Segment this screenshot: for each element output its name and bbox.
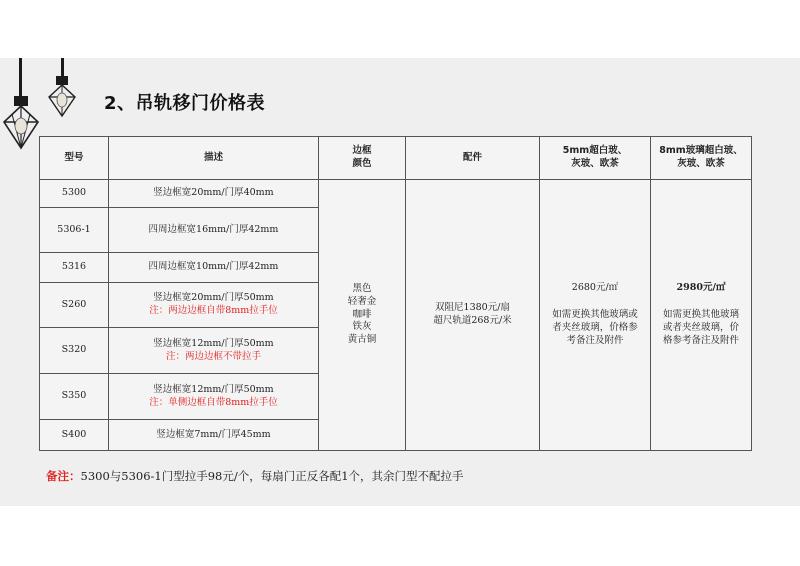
header-glass-5mm — [540, 137, 651, 180]
accessory-cell — [406, 180, 540, 451]
accessory-item: 双阻尼1380元/扇 — [435, 302, 510, 314]
price-5mm-value: 2680元/㎡ — [571, 282, 619, 294]
model-cell: S260 — [40, 283, 109, 328]
price-8mm-cell — [651, 180, 752, 451]
price-table — [39, 136, 752, 451]
table-header-row — [40, 137, 752, 180]
desc-cell — [109, 374, 319, 420]
desc-cell — [109, 328, 319, 374]
color-item: 咖啡 — [352, 308, 372, 320]
desc-cell — [109, 283, 319, 328]
price-8mm-note: 如需更换其他玻璃或者夹丝玻璃，价格参考备注及附件 — [662, 309, 739, 346]
model-cell: S320 — [40, 328, 109, 374]
pendant-lamp-icon — [0, 96, 42, 154]
color-item: 铁灰 — [352, 321, 372, 333]
desc-text: 竖边框宽7mm/门厚45mm — [156, 428, 271, 440]
header-model: 型号 — [40, 137, 109, 180]
price-8mm-value: 2980元/㎡ — [676, 282, 726, 294]
model-cell: 5300 — [40, 180, 109, 208]
footer-text: 5300与5306-1门型拉手98元/个，每扇门正反各配1个，其余门型不配拉手 — [80, 469, 464, 483]
header-glass-8mm-line2: 灰玻、欧茶 — [677, 158, 725, 169]
page-title: 2、吊轨移门价格表 — [104, 93, 266, 114]
desc-note: 注：两边边框自带8mm拉手位 — [149, 305, 278, 316]
model-cell: 5306-1 — [40, 208, 109, 253]
desc-note: 注：单侧边框自带8mm拉手位 — [149, 396, 278, 408]
price-5mm-note: 如需更换其他玻璃或者夹丝玻璃，价格参考备注及附件 — [552, 309, 638, 346]
desc-note: 注：两边边框不带拉手 — [165, 350, 261, 362]
footer-label: 备注： — [46, 469, 81, 483]
header-desc: 描述 — [109, 137, 319, 180]
desc-cell — [109, 208, 319, 253]
model-cell: S350 — [40, 374, 109, 420]
frame-colors-cell — [319, 180, 406, 451]
color-item: 黄古铜 — [347, 334, 377, 346]
desc-text: 竖边框宽20mm/门厚40mm — [153, 187, 274, 199]
header-glass-5mm-line1: 5mm超白玻、 — [562, 145, 628, 157]
desc-text: 竖边框宽12mm/门厚50mm — [153, 337, 274, 349]
model-cell: S400 — [40, 420, 109, 451]
desc-text: 四周边框宽16mm/门厚42mm — [148, 223, 279, 235]
header-frame-color-line2: 颜色 — [352, 158, 372, 169]
desc-text: 竖边框宽12mm/门厚50mm — [153, 383, 274, 395]
model-cell: 5316 — [40, 253, 109, 283]
table-row — [40, 180, 752, 208]
desc-cell — [109, 253, 319, 283]
desc-cell — [109, 180, 319, 208]
color-item: 轻奢金 — [347, 295, 377, 307]
pendant-lamp-icon — [46, 76, 78, 120]
header-frame-color-line1: 边框 — [352, 145, 372, 157]
header-glass-5mm-line2: 灰玻、欧茶 — [571, 158, 619, 169]
desc-text: 四周边框宽10mm/门厚42mm — [148, 261, 279, 273]
desc-cell — [109, 420, 319, 451]
price-5mm-cell — [540, 180, 651, 451]
desc-text: 竖边框宽20mm/门厚50mm — [153, 292, 274, 304]
accessory-item: 超尺轨道268元/米 — [433, 315, 512, 326]
footer-note — [46, 468, 464, 484]
header-glass-8mm-line1: 8mm玻璃超白玻、 — [659, 145, 743, 157]
header-accessory: 配件 — [406, 137, 540, 180]
header-frame-color — [319, 137, 406, 180]
color-item: 黑色 — [352, 282, 372, 294]
header-glass-8mm — [651, 137, 752, 180]
